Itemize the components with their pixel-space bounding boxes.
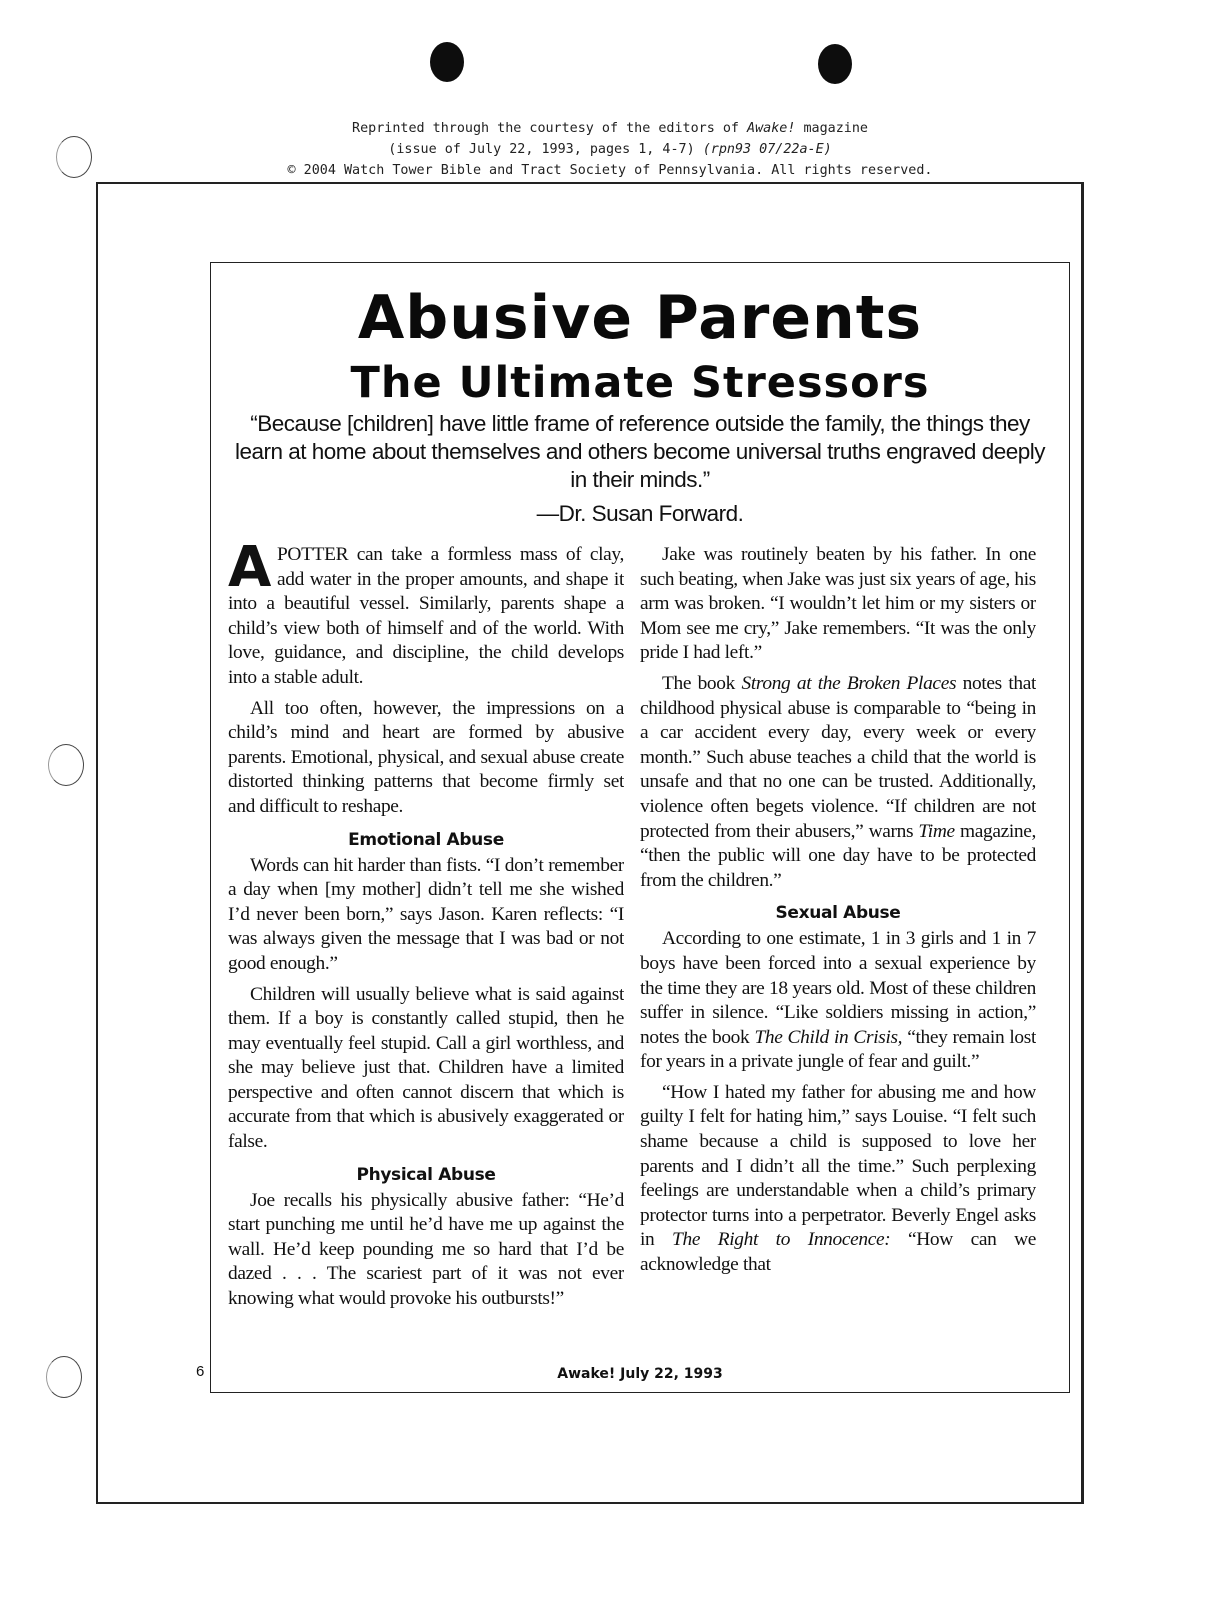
paragraph: According to one estimate, 1 in 3 girls and 1 in 7 boys have been forced into a sexual experience by the time they are 18 years old. Most of these children suffer in silence. “Like soldiers missing in action,” notes the book The Child in Crisis, “they remain lost for years in a private jungle of fear and guilt.” bbox=[640, 928, 1036, 1073]
left-column bbox=[228, 543, 624, 1373]
book-title: The Child in Crisis, bbox=[754, 1026, 903, 1048]
magazine-title: Time bbox=[918, 820, 955, 842]
reprint-line-1: Reprinted through the courtesy of the editors of Awake! magazine bbox=[352, 121, 868, 136]
epigraph-quote: “Because [children] have little frame of reference outside the family, the things they learn at home about themselves and others become universal truths engraved deeply in their minds.” bbox=[234, 411, 1045, 492]
right-column bbox=[640, 543, 1036, 1373]
paragraph: Children will usually believe what is said against them. If a boy is constantly called stupid, then he may eventually feel stupid. Call a girl worthless, and she may believe just that. Children have a limited perspective and often cannot discern that which is accurate from that which is abusively exaggerated or false. bbox=[228, 983, 624, 1153]
reprint-line-3: © 2004 Watch Tower Bible and Tract Society of Pennsylvania. All rights reserved. bbox=[287, 163, 933, 178]
drop-cap: A bbox=[228, 543, 271, 600]
reprint-line-2: (issue of July 22, 1993, pages 1, 4-7) (rpn93 07/22a-E) bbox=[388, 142, 832, 157]
epigraph-attribution: —Dr. Susan Forward. bbox=[536, 501, 744, 526]
paragraph: The book Strong at the Broken Places notes that childhood physical abuse is comparable to “being in a car accident every day, every week or every month.” Such abuse teaches a child that the world is unsafe and that no one can be trusted. Additionally, violence often begets violence. “If children are not protected from their abusers,” warns Time magazine, “then the public will one day have to be protected from the children.” bbox=[640, 672, 1036, 891]
book-title: Strong at the Broken Places bbox=[741, 672, 957, 694]
binder-ring-top bbox=[56, 136, 92, 178]
page-number: 6 bbox=[196, 1363, 205, 1380]
reprint-notice bbox=[250, 118, 970, 181]
article-title: Abusive Parents bbox=[357, 283, 923, 353]
article-subtitle: The Ultimate Stressors bbox=[350, 358, 930, 408]
punch-hole-top-left bbox=[430, 42, 464, 82]
subhead-emotional-abuse: Emotional Abuse bbox=[348, 829, 504, 850]
paragraph: Joe recalls his physically abusive father: “He’d start punching me until he’d have me up against the wall. He’d keep pounding me so hard that I’d be dazed . . . The scariest part of it was not ever knowing what would provoke his outbursts!” bbox=[228, 1189, 624, 1310]
binder-ring-middle bbox=[48, 744, 84, 786]
issue-footer: Awake! July 22, 1993 bbox=[557, 1366, 723, 1382]
intro-paragraph: A POTTER can take a formless mass of clay, add water in the proper amounts, and shape it into a beautiful vessel. Similarly, parents shape a child’s view both of himself and of the world. With love, guidance, and discipline, the child develops into a stable adult. bbox=[228, 543, 624, 688]
book-title: The Right to Innocence: bbox=[672, 1229, 891, 1251]
paragraph: All too often, however, the impressions on a child’s mind and heart are formed by abusive parents. Emotional, physical, and sexual abuse create distorted thinking patterns that become firmly set and difficult to reshape. bbox=[228, 697, 624, 817]
paragraph: Words can hit harder than fists. “I don’t remember a day when [my mother] didn’t tell me she wished I’d never been born,” says Jason. Karen reflects: “I was always given the message that I was bad or not good enough.” bbox=[228, 854, 624, 974]
subhead-physical-abuse: Physical Abuse bbox=[356, 1164, 496, 1185]
reprint-magazine-name: Awake! bbox=[747, 121, 796, 136]
paragraph: Jake was routinely beaten by his father. In one such beating, when Jake was just six years of age, his arm was broken. “I wouldn’t let him or my sisters or Mom see me cry,” Jake remembers. “It was the only pride I had left.” bbox=[640, 544, 1036, 664]
subhead-sexual-abuse: Sexual Abuse bbox=[775, 903, 901, 924]
punch-hole-top-right bbox=[818, 44, 852, 84]
reprint-code: (rpn93 07/22a-E) bbox=[702, 142, 832, 157]
binder-ring-bottom bbox=[46, 1356, 82, 1398]
paragraph: “How I hated my father for abusing me and how guilty I felt for hating him,” says Louise. “I felt such shame because a child is supposed to love her parents and I didn’t all the time.” Such perplexing feelings are understandable when a child’s primary protector turns into a perpetrator. Beverly Engel asks in The Right to Innocence: “How can we acknowledge that bbox=[640, 1081, 1036, 1276]
